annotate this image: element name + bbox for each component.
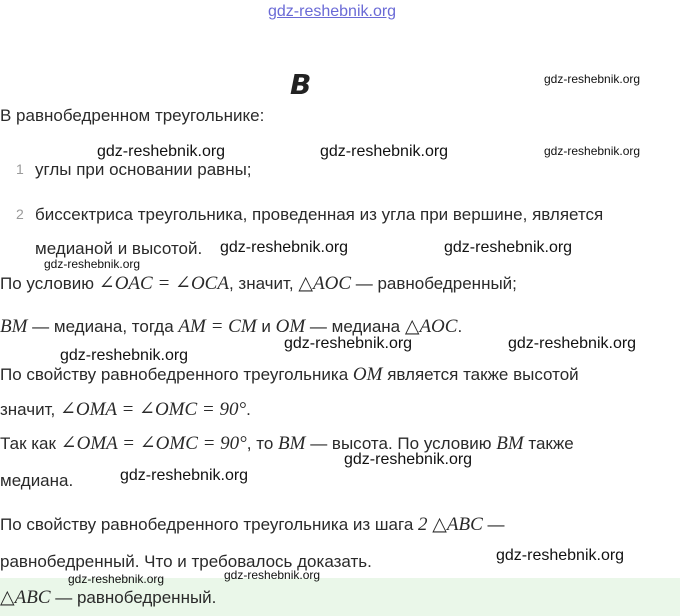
list-item-text-cont: медианой и высотой.: [35, 239, 203, 258]
text: .: [457, 317, 463, 336]
text: значит,: [0, 400, 60, 419]
watermark: gdz-reshebnik.org: [344, 451, 473, 468]
proof-line-6: медиана.: [0, 471, 74, 490]
text: По свойству равнобедренного треугольника: [0, 365, 353, 384]
text: Так как: [0, 434, 61, 453]
math-expression: ∠OMA = ∠OMC = 90°: [60, 433, 247, 454]
watermark: gdz-reshebnik.org: [496, 547, 625, 564]
text: — медиана: [305, 317, 405, 336]
math-expression: △AOC: [298, 273, 351, 294]
proof-line-5: [0, 434, 574, 454]
math-expression: BM: [278, 433, 306, 454]
text: По свойству равнобедренного треугольника из шага: [0, 515, 419, 534]
list-item-text: углы при основании равны;: [35, 160, 252, 179]
math-expression: AM = CM: [178, 316, 257, 337]
text: — равнобедренный.: [50, 588, 217, 607]
watermark-top-link[interactable]: gdz-reshebnik.org: [268, 3, 397, 20]
text: — высота. По условию: [305, 434, 497, 453]
text: , то: [246, 434, 279, 453]
math-expression: △ABC: [0, 587, 51, 608]
text: По условию: [0, 274, 99, 293]
proof-line-1: [0, 274, 517, 294]
math-expression: ∠OMA = ∠OMC = 90°: [59, 399, 247, 420]
watermark: gdz-reshebnik.org: [224, 568, 321, 582]
text: — медиана, тогда: [27, 317, 179, 336]
watermark: gdz-reshebnik.org: [544, 72, 641, 86]
watermark: gdz-reshebnik.org: [320, 143, 449, 160]
text: , значит,: [228, 274, 299, 293]
watermark: gdz-reshebnik.org: [44, 257, 141, 271]
final-answer: [0, 588, 216, 608]
math-expression: 2 △ABC: [418, 514, 483, 535]
list-number: 2: [16, 206, 24, 222]
math-expression: BM: [0, 316, 28, 337]
watermark: gdz-reshebnik.org: [60, 347, 189, 364]
watermark: gdz-reshebnik.org: [120, 467, 249, 484]
proof-line-3: [0, 365, 579, 385]
section-heading: B: [290, 68, 312, 101]
text: также: [523, 434, 574, 453]
watermark: gdz-reshebnik.org: [220, 239, 349, 256]
watermark: gdz-reshebnik.org: [97, 143, 226, 160]
list-number: 1: [16, 161, 24, 177]
watermark: gdz-reshebnik.org: [544, 144, 641, 158]
watermark: gdz-reshebnik.org: [508, 335, 637, 352]
math-expression: OM: [352, 364, 383, 385]
watermark: gdz-reshebnik.org: [68, 572, 165, 586]
proof-line-2: [0, 317, 462, 337]
math-expression: △AOC: [404, 316, 458, 337]
text: —: [482, 515, 505, 534]
math-expression: ∠OAC = ∠OCA: [98, 273, 229, 294]
proof-line-8: равнобедренный. Что и требовалось доказать.: [0, 552, 372, 571]
text: — равнобедренный;: [351, 274, 517, 293]
proof-line-7: [0, 515, 505, 535]
text: .: [246, 400, 251, 419]
intro-text: В равнобедренном треугольнике:: [0, 106, 265, 125]
proof-line-4: [0, 400, 251, 420]
watermark: gdz-reshebnik.org: [444, 239, 573, 256]
watermark: gdz-reshebnik.org: [284, 335, 413, 352]
math-expression: OM: [275, 316, 306, 337]
text: и: [256, 317, 276, 336]
text: является также высотой: [382, 365, 579, 384]
math-expression: BM: [496, 433, 524, 454]
list-item-text: биссектриса треугольника, проведенная из угла при вершине, является: [35, 205, 604, 224]
